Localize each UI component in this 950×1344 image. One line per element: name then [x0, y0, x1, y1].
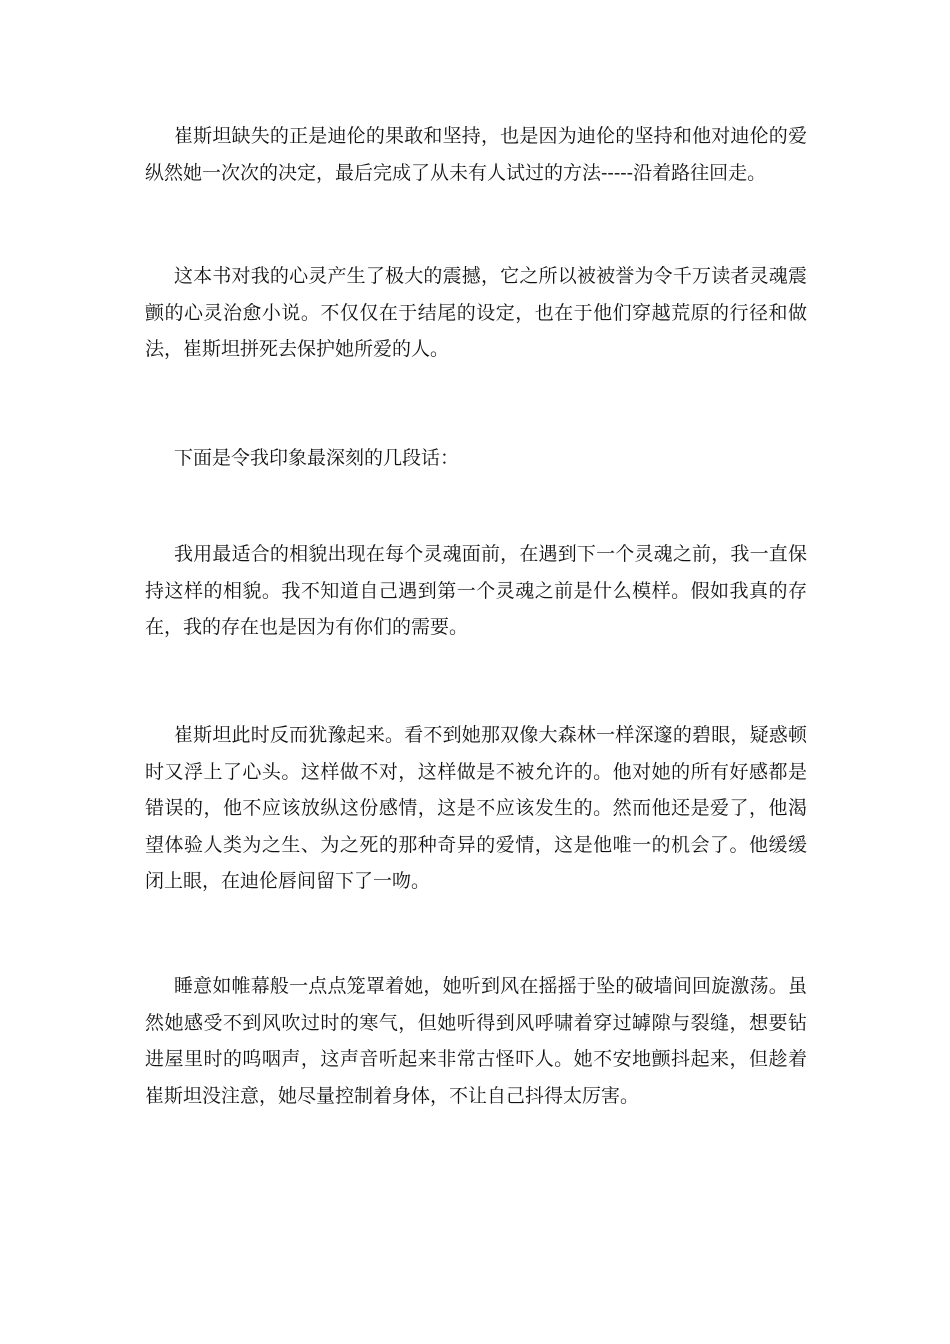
paragraph-2: 这本书对我的心灵产生了极大的震撼，它之所以被被誉为令千万读者灵魂震颤的心灵治愈小说。不仅仅在于结尾的设定，也在于他们穿越荒原的行径和做法，崔斯坦拼死去保护她所爱的人。: [145, 265, 807, 360]
paragraph-1: 崔斯坦缺失的正是迪伦的果敢和坚持，也是因为迪伦的坚持和他对迪伦的爱纵然她一次次的决定，最后完成了从未有人试过的方法-----沿着路往回走。: [145, 125, 807, 184]
paragraph-5: 崔斯坦此时反而犹豫起来。看不到她那双像大森林一样深邃的碧眼，疑惑顿时又浮上了心头。这样做不对，这样做是不被允许的。他对她的所有好感都是错误的，他不应该放纵这份感情，这是不应该发生的。然而他还是爱了，他渴望体验人类为之生、为之死的那种奇异的爱情，这是他唯一的机会了。他缓缓闭上眼，在迪伦唇间留下了一吻。: [145, 724, 807, 892]
paragraph-4: 我用最适合的相貌出现在每个灵魂面前，在遇到下一个灵魂之前，我一直保持这样的相貌。我不知道自己遇到第一个灵魂之前是什么模样。假如我真的存在，我的存在也是因为有你们的需要。: [145, 543, 807, 638]
paragraph-3: 下面是令我印象最深刻的几段话：: [174, 447, 460, 469]
paragraph-6: 睡意如帷幕般一点点笼罩着她，她听到风在摇摇于坠的破墙间回旋激荡。虽然她感受不到风吹过时的寒气，但她听得到风呼啸着穿过罅隙与裂缝，想要钻进屋里时的呜咽声，这声音听起来非常古怪吓人。她不安地颤抖起来，但趁着崔斯坦没注意，她尽量控制着身体，不让自己抖得太厉害。: [145, 975, 807, 1107]
